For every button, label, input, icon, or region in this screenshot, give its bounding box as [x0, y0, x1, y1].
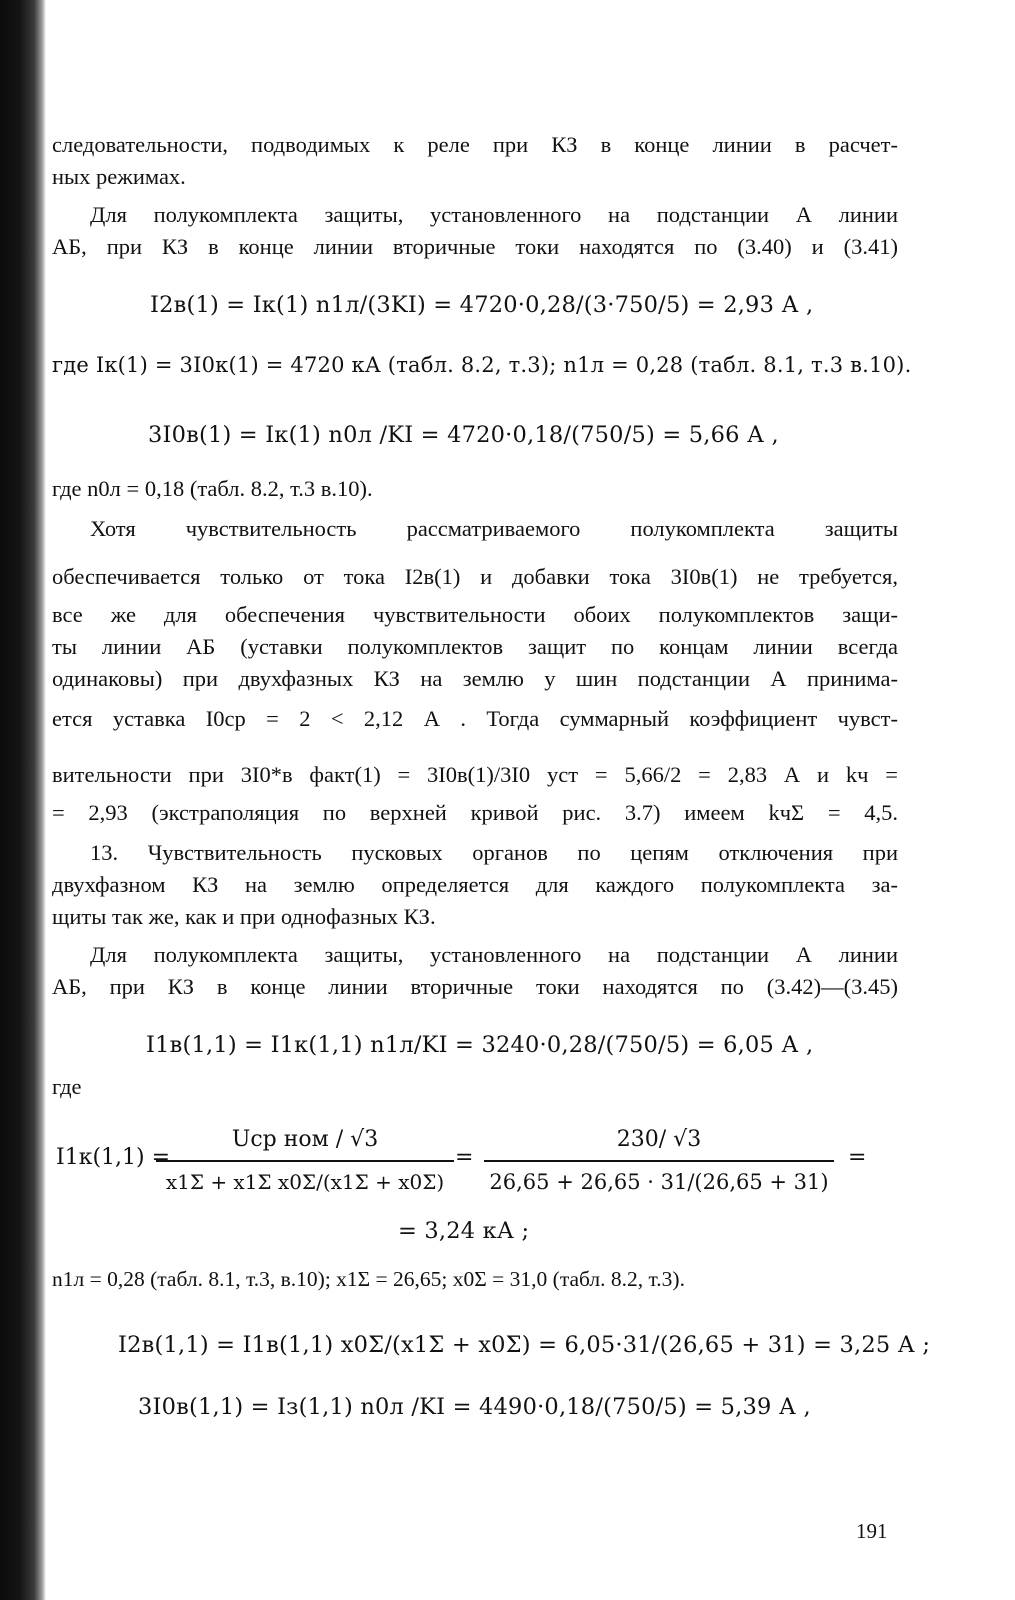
paragraph-start: Хотя чувствительность рассматриваемого полукомплекта защиты: [90, 516, 898, 541]
equation-result: = 3,24 кА ;: [398, 1218, 530, 1244]
text-line: все же для обеспечения чувствительности обоих полукомплектов защи-: [52, 602, 898, 627]
text-line: двухфазном КЗ на землю определяется для каждого полукомплекта за-: [52, 872, 898, 897]
paragraph-start: Для полукомплекта защиты, установленного на подстанции А линии: [90, 942, 898, 967]
equation-i1k-11-lhs: I1к(1,1) =: [56, 1145, 171, 1170]
text-line: = 2,93 (экстраполяция по верхней кривой рис. 3.7) имеем kчΣ = 4,5.: [52, 800, 898, 825]
fraction-numerator: 230/ √3: [616, 1127, 702, 1152]
equals-sign: =: [848, 1145, 867, 1170]
equation-i2v-1: I2в(1) = Iк(1) n1л/(3KI) = 4720·0,28/(3·750/5) = 2,93 А ,: [150, 292, 814, 318]
equation-3i0v-11: 3I0в(1,1) = Iз(1,1) n0л /KI = 4490·0,18/(750/5) = 5,39 А ,: [138, 1394, 811, 1420]
text-line: АБ, при КЗ в конце линии вторичные токи находятся по (3.40) и (3.41): [52, 234, 898, 259]
text-line: АБ, при КЗ в конце линии вторичные токи находятся по (3.42)—(3.45): [52, 974, 898, 999]
text-line: где: [52, 1074, 82, 1099]
text-line: щиты так же, как и при однофазных КЗ.: [52, 904, 436, 929]
paragraph-start: 13. Чувствительность пусковых органов по цепям отключения при: [90, 840, 898, 865]
equation-3i0v-1: 3I0в(1) = Iк(1) n0л /KI = 4720·0,18/(750/5) = 5,66 А ,: [148, 422, 779, 448]
text-line: следовательности, подводимых к реле при КЗ в конце линии в расчет-: [52, 132, 898, 157]
text-line: где n0л = 0,18 (табл. 8.2, т.3 в.10).: [52, 476, 373, 501]
fraction-bar: [484, 1160, 834, 1162]
equation-i1v-11: I1в(1,1) = I1к(1,1) n1л/KI = 3240·0,28/(750/5) = 6,05 А ,: [146, 1032, 814, 1058]
page-number: 191: [856, 1519, 888, 1543]
fraction-numerator: Uср ном / √3: [231, 1127, 379, 1152]
fraction-denominator: 26,65 + 26,65 · 31/(26,65 + 31): [489, 1170, 829, 1194]
equation-where-ik: где Iк(1) = 3I0к(1) = 4720 кА (табл. 8.2, т.3); n1л = 0,28 (табл. 8.1, т.3 в.10).: [52, 353, 912, 377]
paragraph-start: Для полукомплекта защиты, установленного на подстанции А линии: [90, 202, 898, 227]
text-line: n1л = 0,28 (табл. 8.1, т.3, в.10); x1Σ = 26,65; x0Σ = 31,0 (табл. 8.2, т.3).: [52, 1267, 685, 1291]
equation-i2v-11: I2в(1,1) = I1в(1,1) x0Σ/(x1Σ + x0Σ) = 6,05·31/(26,65 + 31) = 3,25 А ;: [118, 1332, 931, 1358]
text-line: одинаковы) при двухфазных КЗ на землю у шин подстанции А принима-: [52, 666, 898, 691]
fraction-denominator: x1Σ + x1Σ x0Σ/(x1Σ + x0Σ): [165, 1170, 445, 1194]
text-line: обеспечивается только от тока I2в(1) и добавки тока 3I0в(1) не требуется,: [52, 564, 898, 589]
text-line: ется уставка I0ср = 2 < 2,12 А . Тогда суммарный коэффициент чувст-: [52, 706, 898, 731]
text-line: вительности при 3I0*в факт(1) = 3I0в(1)/3I0 уст = 5,66/2 = 2,83 А и kч =: [52, 762, 898, 787]
fraction-bar: [156, 1160, 454, 1162]
text-line: ты линии АБ (уставки полукомплектов защит по концам линии всегда: [52, 634, 898, 659]
equals-sign: =: [455, 1145, 474, 1170]
text-line: ных режимах.: [52, 164, 186, 189]
